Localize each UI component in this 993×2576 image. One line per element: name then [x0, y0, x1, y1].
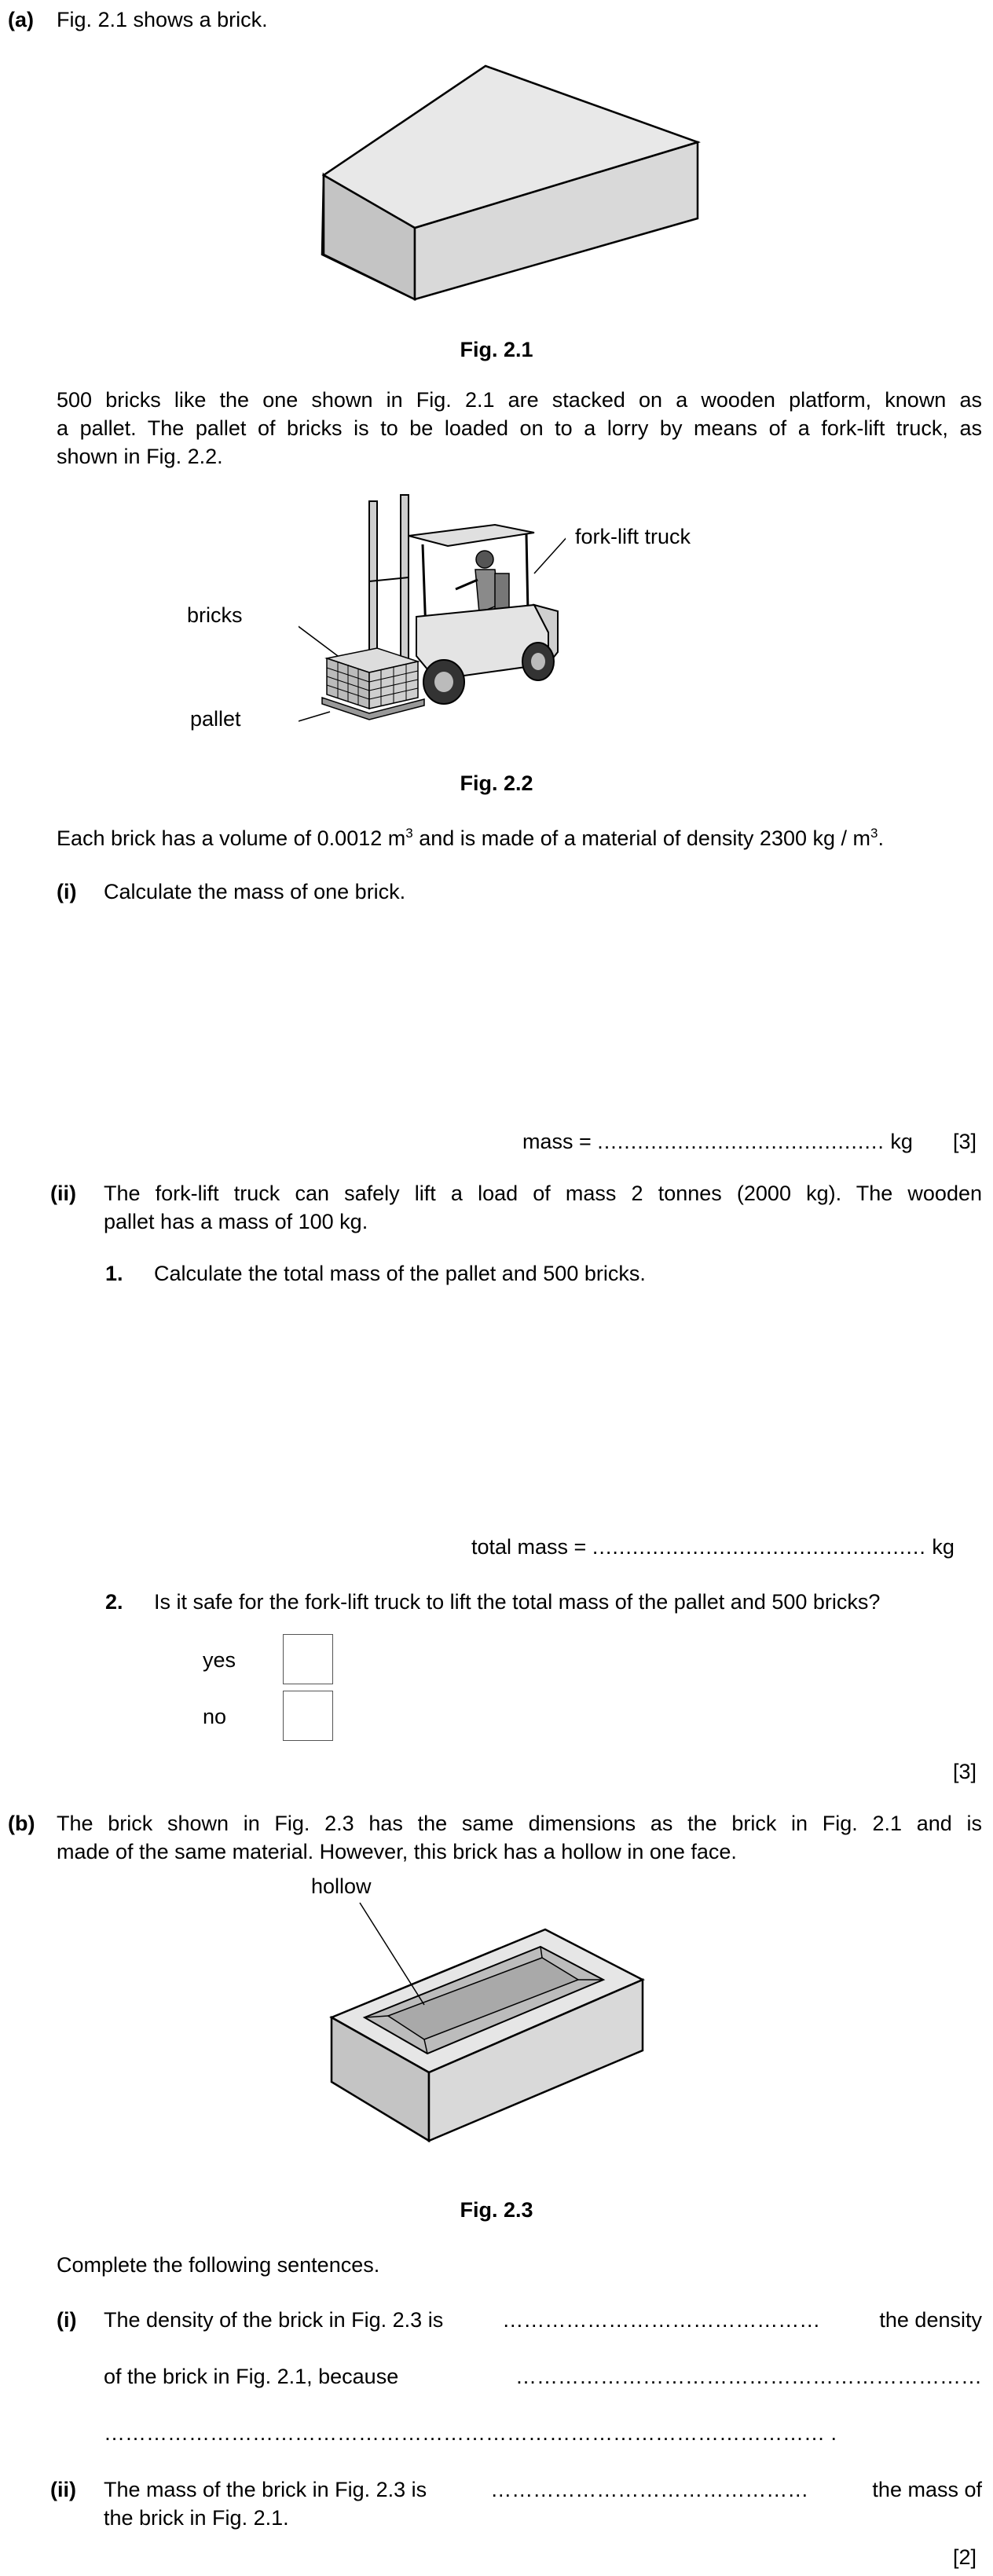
para1-line1: 500 bricks like the one shown in Fig. 2.1 are stacked on a wooden platform, known as — [57, 388, 982, 412]
part-b-line1: The brick shown in Fig. 2.3 has the same dimensions as the brick in Fig. 2.1 and is — [57, 1812, 982, 1835]
fig-2-2-forklift-illustration — [299, 487, 566, 746]
fig-2-2-label-bricks: bricks — [187, 603, 243, 627]
volume-density-statement: Each brick has a volume of 0.0012 $m^3$ and is made of a material of density 2300 kg / $m^3$. — [57, 826, 884, 850]
q-a-i-text: Calculate the mass of one brick. — [104, 880, 406, 903]
q-a-ii-label: (ii) — [50, 1182, 76, 1205]
q-b-i-line2[interactable]: of the brick in Fig. 2.1, because ………………………………………………………… — [104, 2365, 982, 2388]
q-a-ii-1-text: Calculate the total mass of the pallet and 500 bricks. — [154, 1262, 646, 1285]
part-b-marks: [2] — [953, 2545, 977, 2569]
q-a-ii-line1: The fork-lift truck can safely lift a load of mass 2 tonnes (2000 kg). The wooden — [104, 1182, 982, 1205]
para1-line2: a pallet. The pallet of bricks is to be loaded on to a lorry by means of a fork-lift truck, as — [57, 416, 982, 440]
para1-line3: shown in Fig. 2.2. — [57, 445, 223, 468]
fig-2-3-caption: Fig. 2.3 — [460, 2198, 533, 2222]
part-b-instruction: Complete the following sentences. — [57, 2253, 380, 2277]
fig-2-2-label-forklift: fork-lift truck — [575, 525, 691, 548]
q-b-i-line3[interactable]: ………………………………………………………………………………………… . — [104, 2421, 837, 2445]
q-b-ii-label: (ii) — [50, 2478, 76, 2501]
q-a-i-marks: [3] — [953, 1130, 977, 1153]
option-yes-checkbox[interactable] — [283, 1634, 333, 1684]
part-a-intro: Fig. 2.1 shows a brick. — [57, 8, 268, 31]
fig-2-3-label-hollow: hollow — [311, 1874, 372, 1898]
q-a-ii-2-label: 2. — [105, 1590, 123, 1614]
option-no-label: no — [203, 1705, 227, 1728]
part-b-line2: made of the same material. However, this brick has a hollow in one face. — [57, 1840, 737, 1863]
option-no-checkbox[interactable] — [283, 1691, 333, 1741]
q-a-i-answer-line[interactable]: mass = ........................................... kg — [522, 1130, 913, 1153]
q-a-ii-1-answer-line[interactable]: total mass = .................................................. kg — [471, 1535, 955, 1559]
q-a-ii-line2: pallet has a mass of 100 kg. — [104, 1210, 368, 1233]
q-b-ii-line2: the brick in Fig. 2.1. — [104, 2506, 289, 2530]
q-a-ii-marks: [3] — [953, 1760, 977, 1783]
fig-2-2-label-pallet: pallet — [190, 707, 241, 731]
q-b-ii-line1[interactable]: The mass of the brick in Fig. 2.3 is ……………………………………… the mass of — [104, 2478, 982, 2501]
option-yes-label: yes — [203, 1648, 236, 1672]
q-b-i-label: (i) — [57, 2308, 77, 2332]
q-a-ii-1-label: 1. — [105, 1262, 123, 1285]
part-a-label: (a) — [8, 8, 34, 31]
q-a-i-label: (i) — [57, 880, 77, 903]
part-b-label: (b) — [8, 1812, 35, 1835]
fig-2-1-caption: Fig. 2.1 — [460, 338, 533, 361]
fig-2-2-caption: Fig. 2.2 — [460, 771, 533, 795]
q-b-i-line1[interactable]: The density of the brick in Fig. 2.3 is ……………………………………… the density — [104, 2308, 982, 2332]
fig-2-3-hollow-brick-illustration — [322, 1885, 652, 2153]
q-a-ii-2-text: Is it safe for the fork-lift truck to lift the total mass of the pallet and 500 bricks? — [154, 1590, 881, 1614]
fig-2-1-brick-illustration — [314, 61, 707, 313]
